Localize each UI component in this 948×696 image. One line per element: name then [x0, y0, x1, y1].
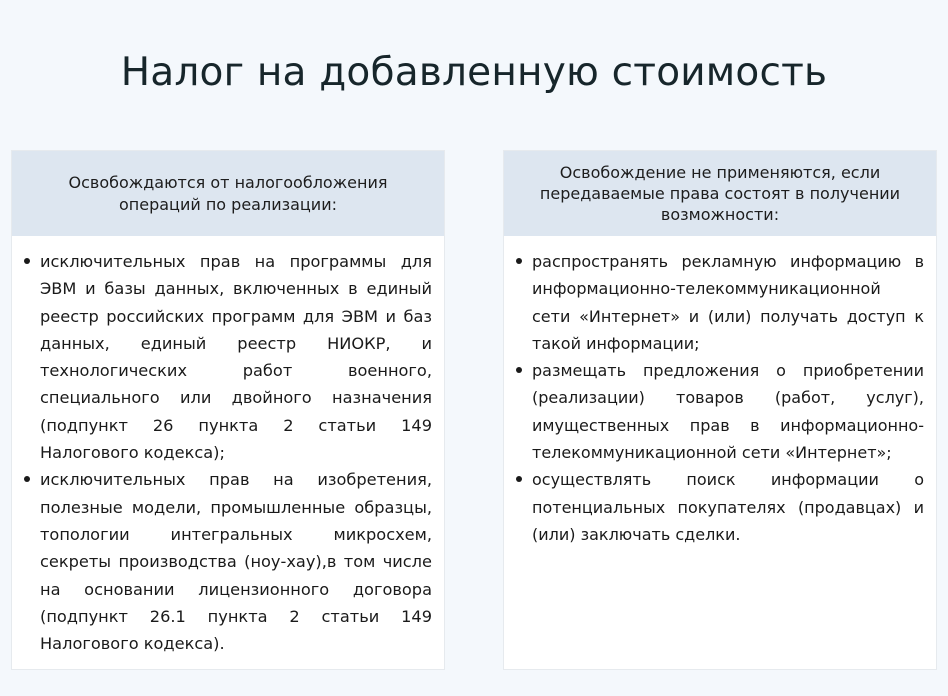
list-item-text: размещать предложения о приобретении (реализации) товаров (работ, услуг), имущественных прав в информационно-телекоммуникационной сети «Интернет»; [532, 361, 924, 463]
list-item-text: распространять рекламную информацию в информационно-телекоммуникационной сети «Интернет» и (или) получать доступ к такой информации; [532, 252, 924, 353]
left-column [11, 150, 445, 670]
left-bullet-list [22, 248, 432, 657]
bullet-icon [24, 476, 30, 482]
list-item-text: исключительных прав на изобретения, полезные модели, промышленные образцы, топологии интегральных микросхем, секреты производства (ноу-хау),в том числе на основании лицензионного договора (подпункт 26.1 пункта 2 статьи 149 Налогового кодекса). [40, 470, 432, 654]
right-column [503, 150, 937, 670]
left-column-header: Освобождаются от налогообложения операций по реализации: [12, 151, 444, 236]
list-item-text: осуществлять поиск информации о потенциальных покупателях (продавцах) и (или) заключать сделки. [532, 470, 924, 544]
list-item [22, 248, 432, 466]
list-item-text: исключительных прав на программы для ЭВМ и базы данных, включенных в единый реестр российских программ для ЭВМ и баз данных, единый реестр НИОКР, и технологических работ военного, специального или двойного назначения (подпункт 26 пункта 2 статьи 149 Налогового кодекса); [40, 252, 432, 463]
page-title: Налог на добавленную стоимость [120, 50, 828, 95]
bullet-icon [516, 258, 522, 264]
list-item [514, 357, 924, 466]
list-item [22, 466, 432, 657]
right-bullet-list [514, 248, 924, 548]
list-item [514, 248, 924, 357]
bullet-icon [24, 258, 30, 264]
list-item [514, 466, 924, 548]
bullet-icon [516, 367, 522, 373]
right-column-header: Освобождение не применяются, если передаваемые права состоят в получении возможности: [504, 151, 936, 236]
bullet-icon [516, 476, 522, 482]
right-column-body [504, 236, 936, 548]
left-column-body [12, 236, 444, 657]
